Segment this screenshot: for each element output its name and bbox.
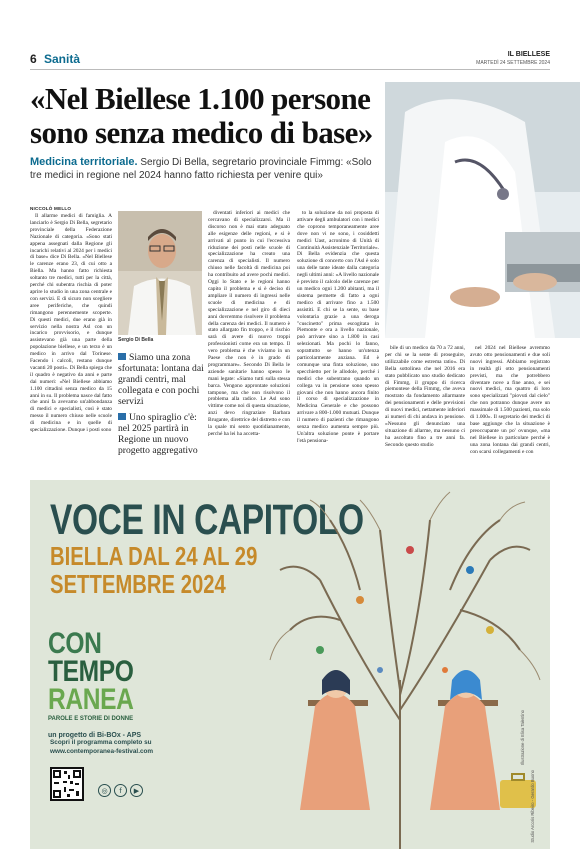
column-1-text: Il allarme medici di famiglia. A lanciarlo è Sergio Di Bella, segretario provinciale della Federazione Nazionale di categoria. «Sono stati appena assegnati dalla Regione gli incarichi relativi al 2024 per i medici di base» dice Di Bella. «Nel Biellese le carenze erano 23, di cui otto a Biella. Ma hanno fatto richiesta soltanto tre medici, tutti per la città, perché chi subentra rischia di poter aprire lo studio in una zona centrale e con servizi. E di sicuro non scegliere aree periferiche, che quindi rimangono perennemente scoperte. Di questi medici, due erano già in servizio nella nostra Asl con un incarico provvisorio, e dunque assistevano già una parte della popolazione biellese, e un terzo è un medico in arrivo dal Torinese. Facendo i calcoli, restano dunque vacanti 20 posti». Di Bella spiega che il quadro è negativo da anni e parte dai numeri: «Nel Biellese abbiamo 1.100 cittadini senza medico da 15 anni in su. Il problema nasce dal fatto che anni fa avevamo un'abbondanza di medici e specialisti, così è stato messo il numero chiuso nelle scuole di medicina e in quelle di specializzazione. Dunque i posti sono [30,213,112,434]
page-number: 6 [30,52,37,66]
program-info [50,738,153,756]
logo-line-2: TEMPO [48,655,134,688]
program-line-1: Scopri il programma completo su [50,739,152,746]
logo-line-3: RANEA [48,683,134,716]
article-column-4 [385,345,465,449]
subtitle-lead: Medicina territoriale. [30,156,138,168]
logo-line-1: CON [48,627,102,660]
quote-mark-icon [118,413,126,420]
pull-quote-1 [118,352,204,407]
youtube-icon[interactable]: ▶ [130,784,143,797]
contemporanea-logo [48,627,218,739]
column-4-text: bile di un medico da 70 a 72 anni, per chi se la sente di proseguire, utilizzabile come estrema ratio». Di Bella sottolinea che nel 2016 era stato pubblicato uno studio dedicato di Fimmg, il gruppo di ricerca piemontese della Fimmg, che aveva mostrato da fondamento allarmante dei pensionamenti e delle previsioni di nuovi medici, nettamente inferiori ai numeri di chi andava in pensione. «Nessuno gli denunciato una situazione di allarme, ma nessuno ci ha ascoltato fino a tre anni fa. Secondo questo studio [385,345,465,448]
column-5-text: nel 2024 nel Biellese avremmo avuto otto pensionamenti e due soli nuovi ingressi. Abbiamo registrato in realtà gli otto pensionamenti previsti, ma che potrebbero diventare nove a fine anno, e sei nuovi medici, ma quattro di loro sono specializzati "piovuti dal cielo" che non potranno dunque avere un massimale di 1.500 pazienti, ma solo di 1.000». Il segretario dei medici di base aggiunge che la situazione è preoccupante un po' ovunque, «ma nel Biellese in particolare perché è una zona lontana dai grandi centri, con scarsi collegamenti e con [470,345,550,455]
column-2-text: diventati inferiori ai medici che cercavano di specializzarsi. Ma il discorso non è mai stato adeguato alle esigenze delle regioni, e si è arrivati al punto in cui l'eccessiva riduzione dei posti nelle scuole di specializzazione ha creato una carenza di specialisti. Il numero chiuso nelle facoltà di medicina poi ha contribuito ad avere pochi medici. Oggi lo Stato e le regioni hanno capito il problema e si è deciso di ampliare il numero di ingressi nelle scuole di medicina e di specializzazione e nel giro di dieci anni dovremmo risolvere il problema della carenza dei medici. Il numero è stato allargato fin troppo, e il rischio sarà di avere di nuovo troppi professionisti come era un tempo. Il vero problema è che viviamo in un Paese che non è in grado di programmare». Secondo Di Bella le aziende sanitarie hanno spesso le mani legate: «Siamo tutti sulla stessa barca. Vengono approntate soluzioni tampone, ma che non risolvono il problema alla radice. Le Asl sono vittime come noi di questa situazione, anzi devo ringraziare Barbara Brugante, direttrice del distretto e con la quale mi sento quotidianamente, perché ha lei ha accetta- [208,210,290,437]
section-label: Sanità [44,52,81,66]
portrait-caption: Sergio Di Bella [118,337,154,343]
ad-date-line-2: SETTEMBRE 2024 [50,569,226,599]
ad-date-line-1: BIELLA DAL 24 AL 29 [50,541,258,571]
illustration-tree-women [260,480,550,849]
subtitle-text: Sergio Di Bella, segretario provinciale Fimmg: «Solo tre medici in regione nel 2024 hanno fatto richiesta per venire qui» [30,157,372,181]
festival-advertisement [30,480,550,849]
pull-quote-2 [118,412,204,456]
column-3-text: to la soluzione da noi proposta di attivare degli ambulatori con i medici che coprono temporaneamente aree dove non vi ne sono, i cosiddetti medici Uast, acronimo di Unità di Continuità Assistenziale Territoriale». Di Bella evidenzia che questa soluzione di concerto con l'Asl è solo una delle tante ideate dalla categoria negli ultimi anni: «A livello nazionale è previsto il calcolo delle carenze per un medico ogni 1.200 abitanti, ma il sistema permette di fatto a ogni medico di arrivare fino a 1.500 assistiti. E chi se la sente, su base volontaria grazie a una deroga "cuscinetto" prima escogitata in Piemonte e ora a livello nazionale, può arrivare sino a 1.800 in casi selezionati. Ma pochi lo fanno, soprattutto se hanno un'utenza particolarmente anziana. Ed è comunque una finta soluzione, uno specchietto per le allodole, perché i medici che subentrano quando un collega va in pensione sono spesso giovani che non hanno ancora finito il corso di specializzazione in Medicina Generale e che possono arrivare a 800-1.000 mutuati. Dunque il numero di pazienti che rimangono senza medico aumenta sempre più. Un'altra soluzione ponte è portare l'età pensiona- [297,210,379,444]
instagram-icon[interactable]: ◎ [98,784,111,797]
pull-quote-2-text: Uno spiraglio c'è: nel 2025 partirà in Regione un nuovo progetto aggregativo [118,412,198,456]
article-column-2 [208,210,290,438]
article-column-3 [297,210,379,445]
illustration-credit: Illustrazione di Elisa Talentino [520,710,525,765]
page-header [30,50,550,70]
article-column-1 [30,213,112,434]
social-icons [98,784,143,797]
qr-code [50,767,84,801]
studio-credit: Studio Arcoris Ribeiro - Gerardo Buono [530,770,535,843]
project-credit: un progetto di Bi-BOx - APS [48,732,142,739]
facebook-icon[interactable]: f [114,784,127,797]
logo-tagline: PAROLE E STORIE DI DONNE [48,716,134,722]
issue-date: MARTEDÌ 24 SETTEMBRE 2024 [476,60,550,66]
quote-mark-icon [118,353,126,360]
portrait-photo [118,211,202,335]
program-url[interactable]: www.contemporanea-festival.com [50,748,154,755]
article-headline: «Nel Biellese 1.100 persone sono senza medico di base» [30,81,373,150]
article-subtitle [30,156,385,182]
newspaper-name: IL BIELLESE [507,51,550,58]
article-column-5 [470,345,550,456]
hero-photo-doctor-keyboard [385,82,580,338]
ad-title: VOCE IN CAPITOLO [50,496,364,544]
pull-quote-1-text: Siamo una zona sfortunata: lontana dai grandi centri, mal collegata e con pochi servizi [118,352,204,407]
byline: NICCOLÒ MELLO [30,206,72,211]
